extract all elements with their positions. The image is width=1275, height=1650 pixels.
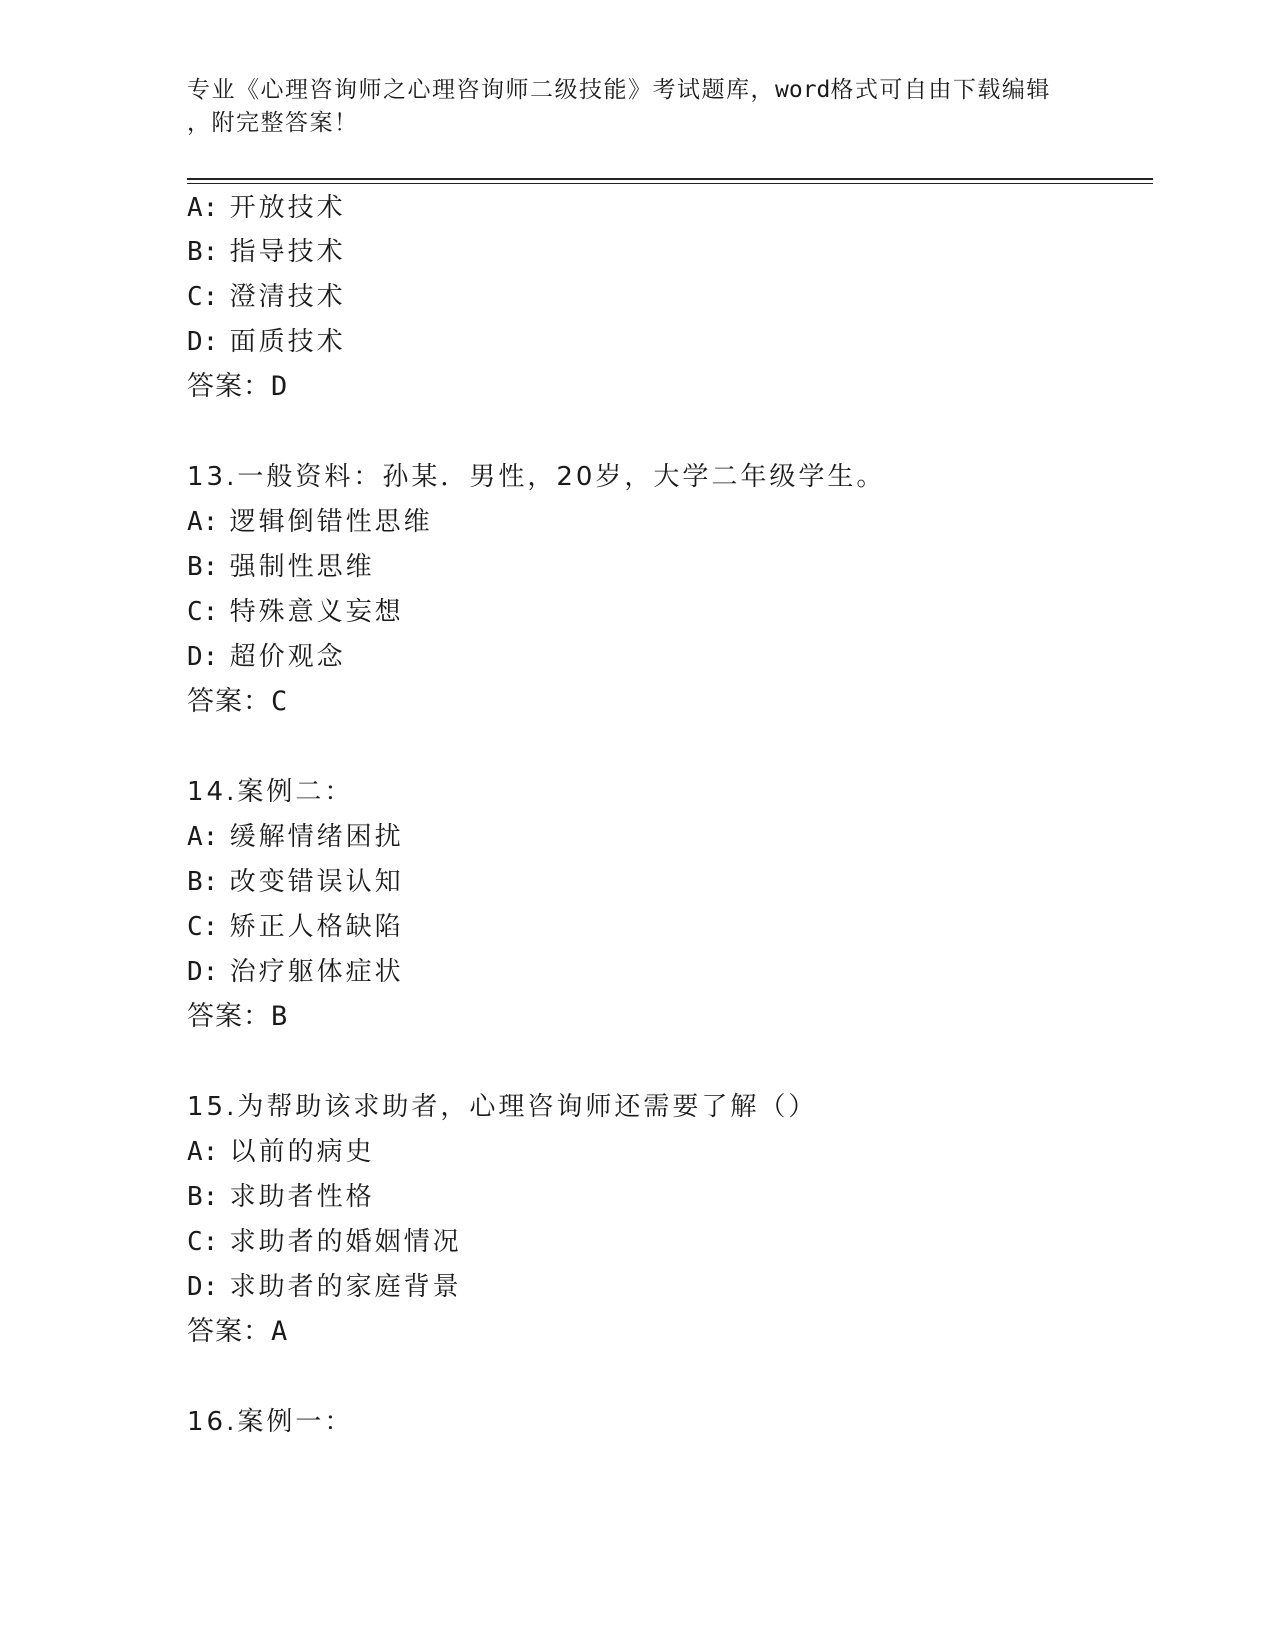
option-a: A: 逻辑倒错性思维 <box>187 507 433 537</box>
option-c: C: 澄清技术 <box>187 282 346 312</box>
answer: 答案：D <box>187 371 289 402</box>
header-line-1 <box>187 74 1087 107</box>
option-a: A: 以前的病史 <box>187 1137 375 1167</box>
header-word: word <box>775 77 831 103</box>
document-header <box>187 74 1087 140</box>
option-d: D: 超价观念 <box>187 642 346 672</box>
option-c: C: 矫正人格缺陷 <box>187 912 404 942</box>
option-b: B: 强制性思维 <box>187 552 375 582</box>
question-title: 16.案例一： <box>187 1407 354 1437</box>
answer: 答案：C <box>187 686 289 717</box>
header-suffix: 格式可自由下载编辑 <box>830 77 1051 103</box>
option-a: A: 开放技术 <box>187 193 346 223</box>
answer: 答案：A <box>187 1316 289 1347</box>
option-b: B: 指导技术 <box>187 237 346 267</box>
header-line-2: ，附完整答案！ <box>187 110 359 136</box>
option-a: A: 缓解情绪困扰 <box>187 822 404 852</box>
option-d: D: 求助者的家庭背景 <box>187 1272 462 1302</box>
option-b: B: 求助者性格 <box>187 1182 375 1212</box>
option-d: D: 面质技术 <box>187 327 346 357</box>
question-title: 13.一般资料：孙某．男性，20岁，大学二年级学生。 <box>187 462 886 492</box>
question-title: 15.为帮助该求助者，心理咨询师还需要了解（） <box>187 1092 818 1122</box>
question-title: 14.案例二： <box>187 777 354 807</box>
option-c: C: 求助者的婚姻情况 <box>187 1227 462 1257</box>
answer: 答案：B <box>187 1001 289 1032</box>
option-d: D: 治疗躯体症状 <box>187 957 404 987</box>
header-prefix: 专业《心理咨询师之心理咨询师二级技能》考试题库， <box>187 77 775 103</box>
header-divider <box>187 178 1153 184</box>
option-b: B: 改变错误认知 <box>187 867 404 897</box>
option-c: C: 特殊意义妄想 <box>187 597 404 627</box>
